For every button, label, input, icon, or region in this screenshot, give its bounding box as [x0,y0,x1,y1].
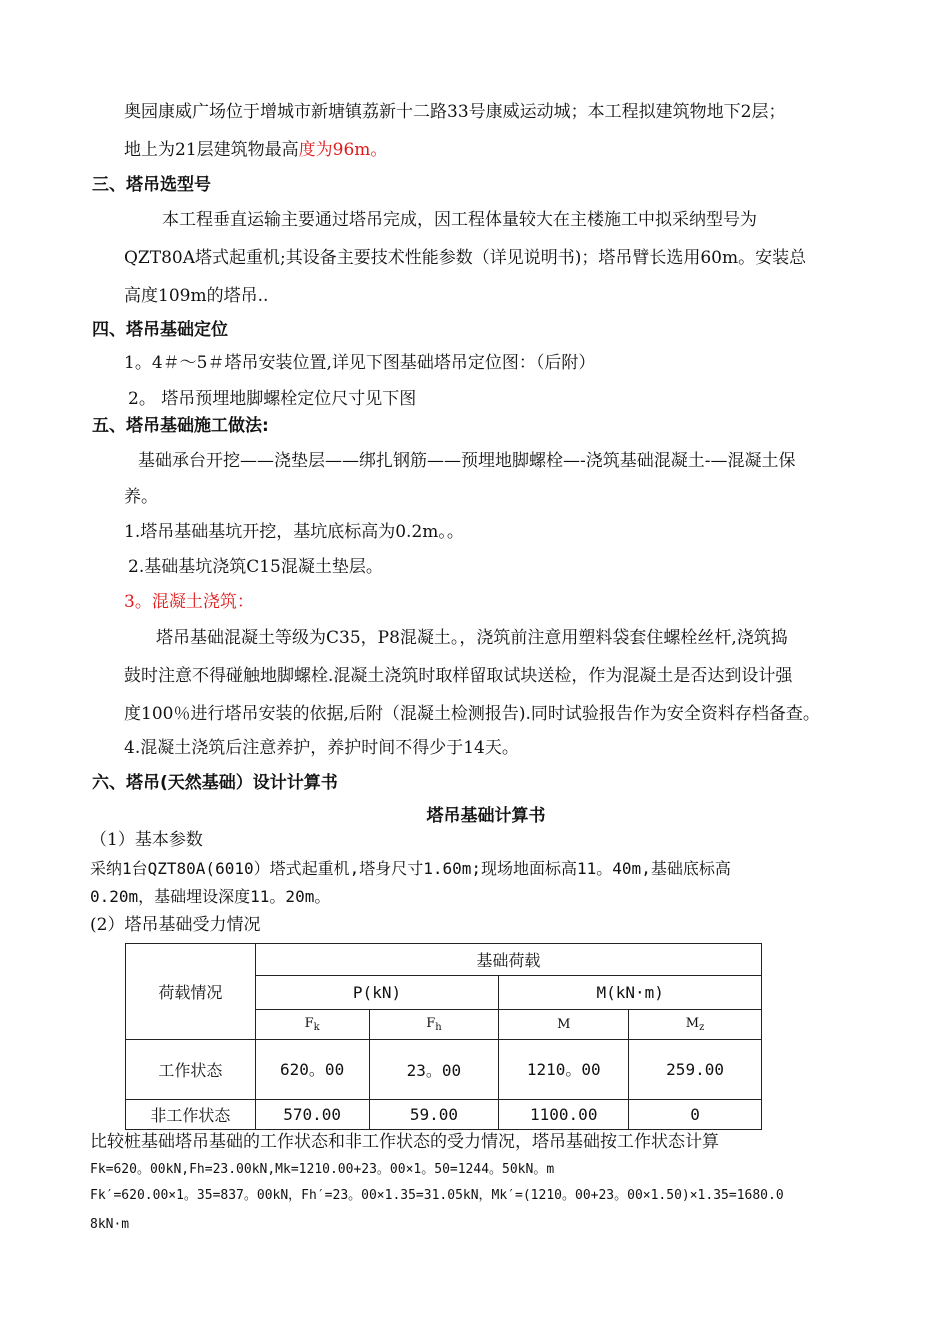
section5-item-4: 4.混凝土浇筑后注意养护，养护时间不得少于14天。 [124,738,519,758]
table-row [126,1040,762,1100]
section3-heading: 三、塔吊选型号 [92,175,211,195]
table-corner-cell: 荷载情况 [126,944,256,1040]
basic-params-label: （1）基本参数 [90,830,203,850]
row-fh: 59.00 [369,1100,499,1130]
section4-item-2: 2。 塔吊预埋地脚螺栓定位尺寸见下图 [128,389,417,409]
formula-line-3: 8kN·m [90,1217,130,1232]
section5-line-1: 基础承台开挖——浇垫层——绑扎钢筋——预埋地脚螺栓—-浇筑基础混凝土-—混凝土保 [138,451,796,471]
section4-heading: 四、塔吊基础定位 [92,320,228,340]
intro-line-2 [124,140,387,160]
section3-line-2: QZT80A塔式起重机;其设备主要技术性能参数（详见说明书)；塔吊臂长选用60m。安装总 [124,248,807,268]
basic-params-line-2: 0.20m，基础埋设深度11。20m。 [90,887,331,906]
table-fk-header: $F_k$ [255,1010,369,1040]
table-p-header: P(kN) [255,976,499,1010]
row-fk: 570.00 [255,1100,369,1130]
load-table [125,943,762,1130]
section3-line-1: 本工程垂直运输主要通过塔吊完成，因工程体量较大在主楼施工中拟采纳型号为 [162,210,757,230]
calc-title: 塔吊基础计算书 [426,806,546,826]
formula-line-2: Fk′=620.00×1。35=837。00kN，Fh′=23。00×1.35=31.05kN，Mk′=(1210。00+23。00×1.50)×1.35=1680.0 [90,1188,784,1203]
intro-height-highlight: 度为96m。 [298,140,388,160]
section5-item-3: 3。混凝土浇筑： [124,592,254,612]
section5-item-1: 1.塔吊基础基坑开挖，基坑底标高为0.2m。。 [124,522,464,542]
section6-heading: 六、塔吊(天然基础）设计计算书 [92,773,338,793]
section5-heading: 五、塔吊基础施工做法: [92,416,269,436]
conclusion-line: 比较桩基础塔吊基础的工作状态和非工作状态的受力情况，塔吊基础按工作状态计算 [90,1132,719,1152]
table-row [126,1100,762,1130]
table-mz-header: $M_z$ [629,1010,762,1040]
row-m: 1210。00 [499,1040,629,1100]
section4-item-1: 1。4＃～5＃塔吊安装位置,详见下图基础塔吊定位图：（后附） [124,353,596,373]
section5-line-2: 养。 [124,487,158,507]
table-group-header: 基础荷载 [255,944,761,976]
row-fh: 23。00 [369,1040,499,1100]
table-m-col-header: M [499,1010,629,1040]
row-label: 工作状态 [126,1040,256,1100]
row-m: 1100.00 [499,1100,629,1130]
formula-line-1: Fk=620。00kN,Fh=23.00kN,Mk=1210.00+23。00×1。50=1244。50kN。m [90,1162,555,1177]
concrete-para-line-1: 塔吊基础混凝土等级为C35，P8混凝土。，浇筑前注意用塑料袋套住螺栓丝杆,浇筑捣 [156,628,788,648]
table-fh-header: $F_h$ [369,1010,499,1040]
row-mz: 259.00 [629,1040,762,1100]
section3-line-3: 高度109m的塔吊.. [124,286,269,306]
concrete-para-line-2: 鼓时注意不得碰触地脚螺栓.混凝土浇筑时取样留取试块送检，作为混凝土是否达到设计强 [124,666,793,686]
force-label: (2）塔吊基础受力情况 [90,915,261,935]
section5-item-2: 2.基础基坑浇筑C15混凝土垫层。 [128,557,383,577]
row-label: 非工作状态 [126,1100,256,1130]
basic-params-line-1: 采纳1台QZT80A(6010）塔式起重机,塔身尺寸1.60m;现场地面标高11。40m,基础底标高 [90,859,731,878]
row-mz: 0 [629,1100,762,1130]
intro-line-1: 奥园康威广场位于增城市新塘镇荔新十二路33号康威运动城；本工程拟建筑物地下2层； [124,102,786,122]
intro-line-2-text: 地上为21层建筑物最高 [124,140,299,160]
row-fk: 620。00 [255,1040,369,1100]
concrete-para-line-3: 度100％进行塔吊安装的依据,后附（混凝土检测报告).同时试验报告作为安全资料存档备查。 [124,704,820,724]
table-m-header: M(kN·m) [499,976,762,1010]
